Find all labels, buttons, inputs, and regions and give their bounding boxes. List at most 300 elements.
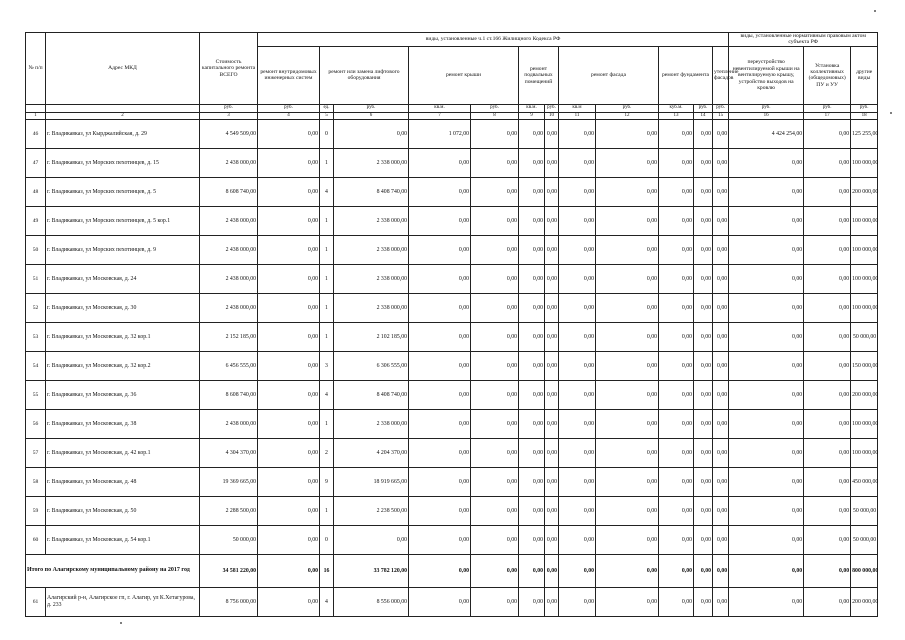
cell-col-10: 0,00 — [545, 409, 559, 438]
cell-col-11: 0,00 — [559, 206, 596, 235]
cell-col-16: 0,00 — [729, 409, 804, 438]
cell-col-3: 4 549 509,00 — [200, 119, 258, 148]
cell-col-12: 0,00 — [596, 496, 659, 525]
cell-col-3: 50 000,00 — [200, 525, 258, 554]
cell-col-15: 0,00 — [713, 587, 729, 616]
table-row — [26, 496, 878, 525]
cell-col-11: 0,00 — [559, 177, 596, 206]
cell-col-7: 1 072,00 — [409, 119, 471, 148]
cell-col-5: 1 — [320, 409, 334, 438]
cell-col-18: 200 000,00 — [851, 177, 878, 206]
row-address: г. Владикавказ, ул Московская, д. 50 — [46, 496, 200, 525]
cell-col-9: 0,00 — [519, 293, 545, 322]
cell-col-4: 0,00 — [258, 322, 320, 351]
cell-col-18: 100 000,00 — [851, 293, 878, 322]
column-number-cell: 5 — [320, 112, 334, 119]
cell-col-4: 0,00 — [258, 409, 320, 438]
cell-col-12: 0,00 — [596, 119, 659, 148]
cell-col-9: 0,00 — [519, 496, 545, 525]
cell-col-17: 0,00 — [804, 177, 851, 206]
cell-col-17: 0,00 — [804, 380, 851, 409]
cell-col-6: 33 782 120,00 — [334, 554, 409, 587]
cell-col-5: 0 — [320, 119, 334, 148]
cell-col-6: 8 556 000,00 — [334, 587, 409, 616]
cell-col-5: 1 — [320, 148, 334, 177]
cell-col-9: 0,00 — [519, 322, 545, 351]
table-row — [26, 525, 878, 554]
cell-col-18: 100 000,00 — [851, 409, 878, 438]
row-number: 57 — [26, 438, 46, 467]
column-number-cell: 12 — [596, 112, 659, 119]
cell-col-8: 0,00 — [471, 264, 519, 293]
cell-col-18: 800 000,00 — [851, 554, 878, 587]
row-number: 52 — [26, 293, 46, 322]
cell-col-18: 50 000,00 — [851, 496, 878, 525]
cell-col-10: 0,00 — [545, 235, 559, 264]
row-number: 51 — [26, 264, 46, 293]
cell-col-17: 0,00 — [804, 322, 851, 351]
cell-col-15: 0,00 — [713, 119, 729, 148]
cell-col-12: 0,00 — [596, 587, 659, 616]
cell-col-5: 0 — [320, 525, 334, 554]
cell-col-12: 0,00 — [596, 380, 659, 409]
table-row — [26, 148, 878, 177]
row-address: г. Владикавказ, ул Московская, д. 38 — [46, 409, 200, 438]
cell-col-9: 0,00 — [519, 119, 545, 148]
cell-col-4: 0,00 — [258, 206, 320, 235]
cell-col-9: 0,00 — [519, 438, 545, 467]
col-header-foundation: ремонт фундамента — [659, 46, 713, 104]
cell-col-10: 0,00 — [545, 351, 559, 380]
cell-col-11: 0,00 — [559, 235, 596, 264]
cell-col-15: 0,00 — [713, 409, 729, 438]
cell-col-18: 100 000,00 — [851, 438, 878, 467]
cell-col-17: 0,00 — [804, 438, 851, 467]
cell-col-16: 0,00 — [729, 467, 804, 496]
cell-col-17: 0,00 — [804, 235, 851, 264]
cell-col-14: 0,00 — [694, 177, 713, 206]
col-header-lifts: ремонт или замена лифтового оборудования — [320, 46, 409, 104]
cell-col-4: 0,00 — [258, 380, 320, 409]
row-address: Алагирский р-н, Алагирское гп, г. Алагир, ул К.Хетагурова, д. 233 — [46, 587, 200, 616]
unit-cell: руб. — [258, 104, 320, 112]
cell-col-16: 0,00 — [729, 380, 804, 409]
cell-col-13: 0,00 — [659, 496, 694, 525]
cell-col-3: 8 608 740,00 — [200, 380, 258, 409]
cell-col-7: 0,00 — [409, 351, 471, 380]
cell-col-10: 0,00 — [545, 148, 559, 177]
cell-col-14: 0,00 — [694, 438, 713, 467]
unit-cell: кв.м. — [519, 104, 545, 112]
cell-col-3: 2 438 000,00 — [200, 293, 258, 322]
cell-col-12: 0,00 — [596, 293, 659, 322]
cell-col-10: 0,00 — [545, 119, 559, 148]
column-number-cell: 17 — [804, 112, 851, 119]
cell-col-5: 1 — [320, 235, 334, 264]
cell-col-7: 0,00 — [409, 525, 471, 554]
group-header-housing-code: виды, установленные ч.1 ст.166 Жилищного Кодекса РФ — [258, 33, 729, 47]
cell-col-10: 0,00 — [545, 496, 559, 525]
column-number-cell: 18 — [851, 112, 878, 119]
cell-col-10: 0,00 — [545, 438, 559, 467]
table-row — [26, 177, 878, 206]
cell-col-11: 0,00 — [559, 119, 596, 148]
cell-col-8: 0,00 — [471, 177, 519, 206]
cell-col-6: 18 919 665,00 — [334, 467, 409, 496]
cell-col-16: 0,00 — [729, 587, 804, 616]
cell-col-14: 0,00 — [694, 380, 713, 409]
unit-cell: кв.м — [559, 104, 596, 112]
cell-col-17: 0,00 — [804, 206, 851, 235]
group-header-subject-act: виды, установленные нормативным правовым актом субъекта РФ — [729, 33, 878, 47]
cell-col-8: 0,00 — [471, 525, 519, 554]
cell-col-3: 2 438 000,00 — [200, 148, 258, 177]
cell-col-17: 0,00 — [804, 525, 851, 554]
cell-col-17: 0,00 — [804, 409, 851, 438]
cell-col-8: 0,00 — [471, 554, 519, 587]
capital-repair-table — [25, 32, 878, 617]
cell-col-16: 0,00 — [729, 177, 804, 206]
cell-col-5: 16 — [320, 554, 334, 587]
total-row — [26, 554, 878, 587]
column-number-cell: 6 — [334, 112, 409, 119]
cell-col-6: 4 204 370,00 — [334, 438, 409, 467]
cell-col-12: 0,00 — [596, 206, 659, 235]
cell-col-11: 0,00 — [559, 525, 596, 554]
cell-col-17: 0,00 — [804, 351, 851, 380]
cell-col-11: 0,00 — [559, 467, 596, 496]
unit-cell: руб. — [694, 104, 713, 112]
column-number-cell: 3 — [200, 112, 258, 119]
cell-col-18: 100 000,00 — [851, 264, 878, 293]
cell-col-9: 0,00 — [519, 380, 545, 409]
cell-col-13: 0,00 — [659, 438, 694, 467]
cell-col-6: 2 338 000,00 — [334, 293, 409, 322]
cell-col-8: 0,00 — [471, 496, 519, 525]
cell-col-4: 0,00 — [258, 554, 320, 587]
cell-col-10: 0,00 — [545, 206, 559, 235]
cell-col-14: 0,00 — [694, 351, 713, 380]
cell-col-3: 6 456 555,00 — [200, 351, 258, 380]
cell-col-12: 0,00 — [596, 177, 659, 206]
cell-col-3: 8 756 000,00 — [200, 587, 258, 616]
cell-col-15: 0,00 — [713, 293, 729, 322]
table-row — [26, 587, 878, 616]
col-header-address: Адрес МКД — [46, 33, 200, 105]
cell-col-12: 0,00 — [596, 235, 659, 264]
cell-col-6: 2 338 000,00 — [334, 148, 409, 177]
capital-repair-table-sheet — [25, 32, 877, 617]
cell-col-17: 0,00 — [804, 467, 851, 496]
table-row — [26, 293, 878, 322]
row-number: 56 — [26, 409, 46, 438]
row-address: г. Владикавказ, ул Московская, д. 32 кор.1 — [46, 322, 200, 351]
row-address: г. Владикавказ, ул Московская, д. 48 — [46, 467, 200, 496]
col-header-facade: ремонт фасада — [559, 46, 659, 104]
cell-col-10: 0,00 — [545, 554, 559, 587]
cell-col-16: 0,00 — [729, 235, 804, 264]
cell-col-13: 0,00 — [659, 351, 694, 380]
cell-col-13: 0,00 — [659, 409, 694, 438]
row-address: г. Владикавказ, ул Московская, д. 36 — [46, 380, 200, 409]
cell-col-3: 2 438 000,00 — [200, 409, 258, 438]
cell-col-15: 0,00 — [713, 380, 729, 409]
cell-col-13: 0,00 — [659, 264, 694, 293]
row-address: г. Владикавказ, ул Кырджалийская, д. 29 — [46, 119, 200, 148]
row-number: 55 — [26, 380, 46, 409]
cell-col-9: 0,00 — [519, 554, 545, 587]
cell-col-5: 2 — [320, 438, 334, 467]
cell-col-13: 0,00 — [659, 467, 694, 496]
row-number: 58 — [26, 467, 46, 496]
cell-col-13: 0,00 — [659, 119, 694, 148]
cell-col-7: 0,00 — [409, 177, 471, 206]
cell-col-15: 0,00 — [713, 235, 729, 264]
column-number-cell: 13 — [659, 112, 694, 119]
cell-col-18: 200 000,00 — [851, 587, 878, 616]
row-number: 59 — [26, 496, 46, 525]
cell-col-4: 0,00 — [258, 264, 320, 293]
cell-col-12: 0,00 — [596, 467, 659, 496]
cell-col-9: 0,00 — [519, 409, 545, 438]
column-number-cell: 8 — [471, 112, 519, 119]
row-number: 47 — [26, 148, 46, 177]
cell-col-11: 0,00 — [559, 496, 596, 525]
cell-col-8: 0,00 — [471, 380, 519, 409]
cell-col-14: 0,00 — [694, 409, 713, 438]
col-header-total: Стоимость капитального ремонта ВСЕГО — [200, 33, 258, 105]
unit-cell: ед. — [320, 104, 334, 112]
total-label: Итого по Алагирскому муниципальному району на 2017 год — [26, 554, 200, 587]
cell-col-9: 0,00 — [519, 525, 545, 554]
row-number: 46 — [26, 119, 46, 148]
cell-col-4: 0,00 — [258, 293, 320, 322]
cell-col-15: 0,00 — [713, 264, 729, 293]
cell-col-7: 0,00 — [409, 235, 471, 264]
row-number: 61 — [26, 587, 46, 616]
unit-cell: руб. — [729, 104, 804, 112]
cell-col-6: 0,00 — [334, 119, 409, 148]
column-number-cell: 2 — [46, 112, 200, 119]
row-number: 54 — [26, 351, 46, 380]
unit-cell: руб. — [545, 104, 559, 112]
col-header-ventilated-roof: переустройство невентилируемой крыши на вентилируемую крышу, устройство выходов на кровлю — [729, 46, 804, 104]
unit-cell: руб. — [596, 104, 659, 112]
cell-col-4: 0,00 — [258, 235, 320, 264]
table-row — [26, 409, 878, 438]
cell-col-17: 0,00 — [804, 119, 851, 148]
cell-col-7: 0,00 — [409, 322, 471, 351]
row-number: 48 — [26, 177, 46, 206]
cell-col-7: 0,00 — [409, 554, 471, 587]
cell-col-14: 0,00 — [694, 467, 713, 496]
cell-col-15: 0,00 — [713, 148, 729, 177]
cell-col-12: 0,00 — [596, 438, 659, 467]
cell-col-6: 0,00 — [334, 525, 409, 554]
cell-col-5: 1 — [320, 322, 334, 351]
cell-col-14: 0,00 — [694, 148, 713, 177]
cell-col-8: 0,00 — [471, 587, 519, 616]
cell-col-10: 0,00 — [545, 293, 559, 322]
cell-col-11: 0,00 — [559, 554, 596, 587]
cell-col-8: 0,00 — [471, 467, 519, 496]
cell-col-7: 0,00 — [409, 467, 471, 496]
cell-col-14: 0,00 — [694, 293, 713, 322]
cell-col-6: 8 408 740,00 — [334, 177, 409, 206]
cell-col-6: 8 408 740,00 — [334, 380, 409, 409]
cell-col-5: 1 — [320, 264, 334, 293]
cell-col-13: 0,00 — [659, 587, 694, 616]
cell-col-4: 0,00 — [258, 119, 320, 148]
cell-col-9: 0,00 — [519, 235, 545, 264]
unit-cell: руб. — [713, 104, 729, 112]
row-address: г. Владикавказ, ул Московская, д. 24 — [46, 264, 200, 293]
cell-col-16: 0,00 — [729, 206, 804, 235]
cell-col-5: 4 — [320, 177, 334, 206]
cell-col-8: 0,00 — [471, 438, 519, 467]
cell-col-12: 0,00 — [596, 409, 659, 438]
cell-col-13: 0,00 — [659, 206, 694, 235]
cell-col-11: 0,00 — [559, 409, 596, 438]
cell-col-15: 0,00 — [713, 322, 729, 351]
table-row — [26, 322, 878, 351]
unit-cell: куб.м. — [659, 104, 694, 112]
cell-col-8: 0,00 — [471, 206, 519, 235]
cell-col-13: 0,00 — [659, 554, 694, 587]
units-row — [26, 104, 878, 112]
cell-col-5: 1 — [320, 496, 334, 525]
cell-col-16: 0,00 — [729, 351, 804, 380]
cell-col-14: 0,00 — [694, 264, 713, 293]
cell-col-12: 0,00 — [596, 351, 659, 380]
column-number-cell: 1 — [26, 112, 46, 119]
cell-col-10: 0,00 — [545, 467, 559, 496]
cell-col-12: 0,00 — [596, 322, 659, 351]
cell-col-16: 0,00 — [729, 293, 804, 322]
column-number-cell: 10 — [545, 112, 559, 119]
cell-col-17: 0,00 — [804, 554, 851, 587]
cell-col-8: 0,00 — [471, 119, 519, 148]
cell-col-13: 0,00 — [659, 525, 694, 554]
cell-col-3: 19 369 665,00 — [200, 467, 258, 496]
cell-col-11: 0,00 — [559, 293, 596, 322]
cell-col-7: 0,00 — [409, 206, 471, 235]
cell-col-14: 0,00 — [694, 587, 713, 616]
cell-col-18: 100 000,00 — [851, 206, 878, 235]
cell-col-5: 1 — [320, 293, 334, 322]
cell-col-5: 4 — [320, 380, 334, 409]
cell-col-16: 0,00 — [729, 264, 804, 293]
cell-col-7: 0,00 — [409, 293, 471, 322]
unit-cell: кв.м. — [409, 104, 471, 112]
cell-col-4: 0,00 — [258, 587, 320, 616]
table-row — [26, 264, 878, 293]
column-numbers-row — [26, 112, 878, 119]
table-row — [26, 206, 878, 235]
cell-col-7: 0,00 — [409, 264, 471, 293]
cell-col-9: 0,00 — [519, 467, 545, 496]
col-header-roof: ремонт крыши — [409, 46, 519, 104]
cell-col-5: 9 — [320, 467, 334, 496]
cell-col-10: 0,00 — [545, 525, 559, 554]
unit-cell: руб. — [200, 104, 258, 112]
cell-col-11: 0,00 — [559, 438, 596, 467]
cell-col-15: 0,00 — [713, 525, 729, 554]
cell-col-8: 0,00 — [471, 148, 519, 177]
cell-col-8: 0,00 — [471, 293, 519, 322]
cell-col-9: 0,00 — [519, 177, 545, 206]
cell-col-18: 50 000,00 — [851, 322, 878, 351]
cell-col-12: 0,00 — [596, 525, 659, 554]
unit-cell: руб. — [471, 104, 519, 112]
cell-col-16: 0,00 — [729, 322, 804, 351]
cell-col-14: 0,00 — [694, 554, 713, 587]
row-number: 53 — [26, 322, 46, 351]
cell-col-11: 0,00 — [559, 351, 596, 380]
cell-col-7: 0,00 — [409, 438, 471, 467]
cell-col-15: 0,00 — [713, 177, 729, 206]
column-number-cell: 11 — [559, 112, 596, 119]
unit-cell: руб. — [851, 104, 878, 112]
cell-col-11: 0,00 — [559, 587, 596, 616]
cell-col-7: 0,00 — [409, 409, 471, 438]
column-number-cell: 9 — [519, 112, 545, 119]
cell-col-11: 0,00 — [559, 380, 596, 409]
table-body — [26, 119, 878, 616]
cell-col-4: 0,00 — [258, 177, 320, 206]
cell-col-4: 0,00 — [258, 525, 320, 554]
row-address: г. Владикавказ, ул Морских пехотинцев, д. 5 кор.1 — [46, 206, 200, 235]
cell-col-13: 0,00 — [659, 148, 694, 177]
table-row — [26, 235, 878, 264]
cell-col-3: 2 438 000,00 — [200, 206, 258, 235]
cell-col-14: 0,00 — [694, 119, 713, 148]
cell-col-12: 0,00 — [596, 148, 659, 177]
table-row — [26, 467, 878, 496]
cell-col-6: 2 338 000,00 — [334, 409, 409, 438]
cell-col-10: 0,00 — [545, 587, 559, 616]
cell-col-17: 0,00 — [804, 264, 851, 293]
cell-col-13: 0,00 — [659, 380, 694, 409]
cell-col-3: 4 304 370,00 — [200, 438, 258, 467]
cell-col-12: 0,00 — [596, 554, 659, 587]
unit-cell: руб. — [334, 104, 409, 112]
row-address: г. Владикавказ, ул Московская, д. 32 кор.2 — [46, 351, 200, 380]
cell-col-8: 0,00 — [471, 409, 519, 438]
row-address: г. Владикавказ, ул Морских пехотинцев, д. 5 — [46, 177, 200, 206]
cell-col-8: 0,00 — [471, 351, 519, 380]
col-header-meters: Установка коллективных (общедомовых) ПУ и УУ — [804, 46, 851, 104]
cell-col-14: 0,00 — [694, 322, 713, 351]
cell-col-18: 50 000,00 — [851, 525, 878, 554]
cell-col-3: 2 438 000,00 — [200, 235, 258, 264]
cell-col-5: 4 — [320, 587, 334, 616]
cell-col-9: 0,00 — [519, 148, 545, 177]
cell-col-15: 0,00 — [713, 467, 729, 496]
col-header-no: № п/п — [26, 33, 46, 105]
cell-col-18: 150 000,00 — [851, 351, 878, 380]
cell-col-6: 2 338 000,00 — [334, 264, 409, 293]
cell-col-11: 0,00 — [559, 148, 596, 177]
cell-col-18: 100 000,00 — [851, 235, 878, 264]
row-address: г. Владикавказ, ул Московская, д. 54 кор.1 — [46, 525, 200, 554]
row-number: 49 — [26, 206, 46, 235]
col-header-systems: ремонт внутридомовых инженерных систем — [258, 46, 320, 104]
table-row — [26, 119, 878, 148]
column-number-cell: 7 — [409, 112, 471, 119]
cell-col-7: 0,00 — [409, 380, 471, 409]
cell-col-13: 0,00 — [659, 177, 694, 206]
